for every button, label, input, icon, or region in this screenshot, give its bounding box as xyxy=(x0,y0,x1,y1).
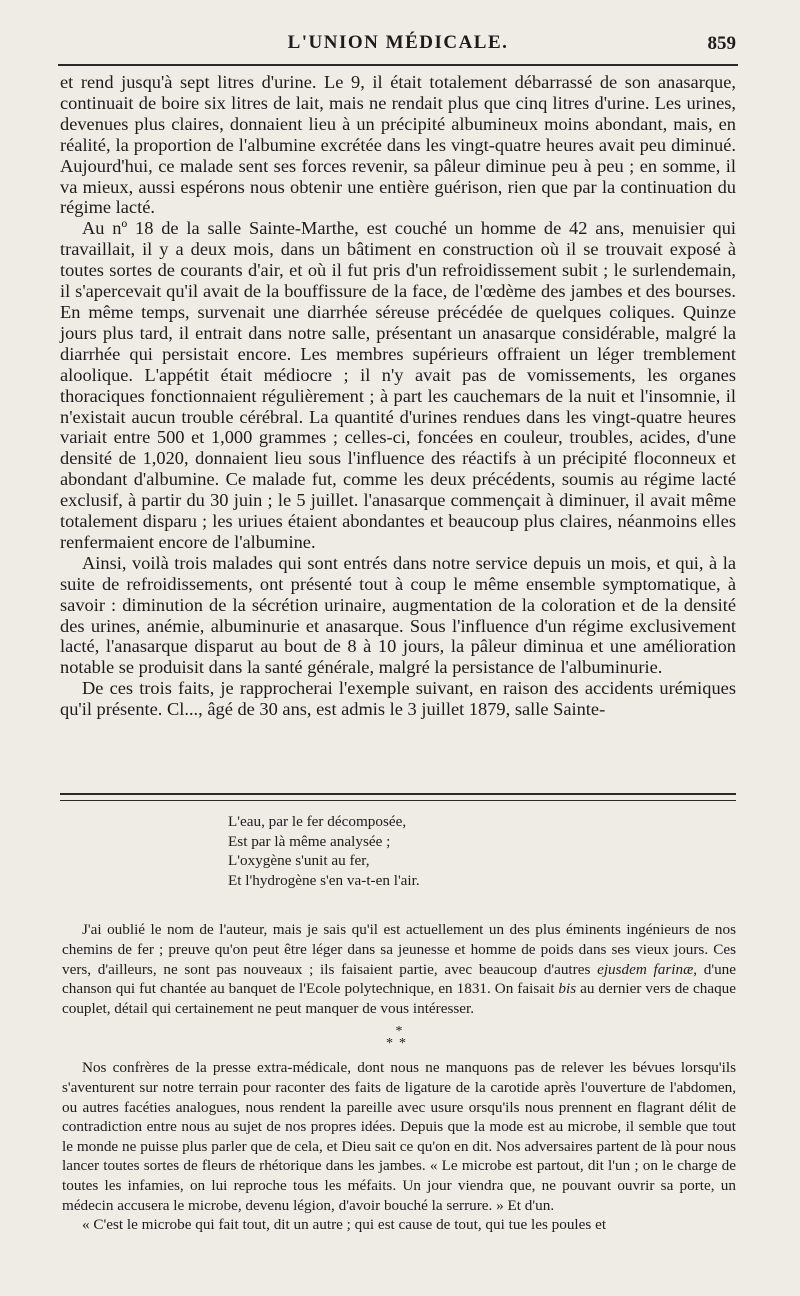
feuilleton-paragraph: Nos confrères de la presse extra-médicale, dont nous ne manquons pas de relever les bévues lorsqu'ils s'aventurent sur notre terrain pour raconter des faits de ligature de la carotide après l'ouverture de l'abdomen, ou autres facéties analogues, nous rendent la pareille avec usure orsqu'ils nous prennent en flagrant délit de contradiction entre nous au sujet de nos propres idées. Depuis que la mode est au microbe, il semble que tout le monde ne puisse plus parler que de cela, et Dieu sait ce qu'on en dit. Nos adversaires partent de là pour nous lancer toutes sortes de fleurs de rhétorique dans les jambes. « Le microbe est partout, dit l'un ; on le charge de toutes les infamies, on lui reproche tous les méfaits. Un jour viendra que, ne pouvant ouvrir sa porte, un médecin accusera le microbe, devenu légion, d'avoir bouché la serrure. » Et d'un. xyxy=(62,1059,736,1214)
article-paragraph: De ces trois faits, je rapprocherai l'exemple suivant, en raison des accidents urémiques qu'il présente. Cl..., âgé de 30 ans, est admis le 3 juillet 1879, salle Sainte- xyxy=(60,678,736,720)
article-paragraph: Ainsi, voilà trois malades qui sont entrés dans notre service depuis un mois, et qui, à la suite de refroidissements, ont présenté tout à coup le même ensemble symptomatique, à savoir : diminution de la sécrétion urinaire, augmentation de la coloration et de la densité des urines, anémie, albuminurie et anasarque. Sous l'influence d'un régime exclusivement lacté, l'anasarque disparut au bout de 8 à 10 jours, la pâleur diminua et une amélioration notable se produisit dans la santé générale, malgré la persistance de l'albuminurie. xyxy=(60,552,736,678)
running-head xyxy=(60,30,736,58)
verse-line: Est par là même analysée ; xyxy=(228,832,391,850)
feuilleton xyxy=(62,812,736,1235)
text-run: J'ai oublié le nom de l'auteur, mais je sais qu'il est actuellement un des plus éminents ingénieurs de nos chemins de fer ; preuve qu'on peut être léger dans sa jeunesse et homme de poids dans ses vieux jours. Ces vers, d'ailleurs, ne sont pas nouveaux ; ils faisaient partie, avec beaucoup d'autres xyxy=(62,921,736,978)
asterism xyxy=(62,1026,736,1050)
header-rule xyxy=(58,64,738,66)
verse-block xyxy=(228,812,736,890)
verse-line: L'oxygène s'unit au fer, xyxy=(228,852,370,870)
asterism-bottom: ** xyxy=(386,1036,412,1052)
feuilleton-separator xyxy=(60,793,736,801)
asterism-top: * xyxy=(395,1024,403,1040)
text-run: au dernier vers de chaque couplet, détail qui certainement ne peut manquer de vous intéresser. xyxy=(62,980,737,1017)
italic-run: bis xyxy=(558,980,577,998)
article-body xyxy=(60,72,736,720)
article-paragraph: Au nº 18 de la salle Sainte-Marthe, est couché un homme de 42 ans, menuisier qui travaillait, il y a deux mois, dans un bâtiment en construction où il se trouvait exposé à toutes sortes de courants d'air, et où il fut pris d'un refroidissement subit ; le surlendemain, il s'apercevait qu'il avait de la bouffissure de la face, de l'œdème des jambes et des bourses. En même temps, survenait une diarrhée séreuse précédée de quelques coliques. Quinze jours plus tard, il entrait dans notre salle, présentant un anasarque considérable, malgré la diarrhée qui persistait encore. Les membres supérieurs offraient un léger tremblement aloolique. L'appétit était médiocre ; il n'y avait pas de vomissements, les organes thoraciques fonctionnaient régulièrement ; à part les cauchemars de la nuit et l'insomnie, il n'existait aucun trouble cérébral. La quantité d'urines rendues dans les vingt-quatre heures variait entre 500 et 1,000 grammes ; celles-ci, foncées en couleur, troubles, acides, d'une densité de 1,020, donnaient lieu sous l'influence des réactifs à un précipité floconneux et abondant d'albumine. Ce malade fut, comme les deux précédents, soumis au régime lacté exclusif, à partir du 30 juin ; le 5 juillet. l'anasarque commençait à diminuer, il avait même totalement disparu ; les uriues étaient abondantes et beaucoup plus claires, néanmoins elles renfermaient encore de l'albumine. xyxy=(60,218,736,552)
verse-line: Et l'hydrogène s'en va-t-en l'air. xyxy=(228,871,420,889)
italic-run: ejusdem farinæ xyxy=(597,960,694,978)
verse-line: L'eau, par le fer décomposée, xyxy=(228,813,407,830)
article-paragraph: et rend jusqu'à sept litres d'urine. Le 9, il était totalement débarrassé de son anasarque, continuait de boire six litres de lait, mais ne rendait plus que cinq litres d'urine. Les urines, devenues plus claires, donnaient lieu à un précipité albumineux moins abondant, mais, en réalité, la proportion de l'albumine excrétée dans les vingt-quatre heures avait peu diminué. Aujourd'hui, ce malade sent ses forces revenir, sa pâleur diminue peu à peu ; en somme, il va mieux, aussi espérons nous obtenir une entière guérison, rien que par la continuation du régime lacté. xyxy=(60,72,736,218)
feuilleton-paragraph: « C'est le microbe qui fait tout, dit un autre ; qui est cause de tout, qui tue les poules et xyxy=(82,1216,607,1234)
page-number: 859 xyxy=(707,33,736,54)
feuilleton-paragraph xyxy=(62,920,736,1018)
running-title: L'UNION MÉDICALE. xyxy=(287,32,509,53)
text-run: , d'une chanson qui fut chantée au banquet de l'Ecole polytechnique, en 1831. On faisait xyxy=(62,960,736,998)
